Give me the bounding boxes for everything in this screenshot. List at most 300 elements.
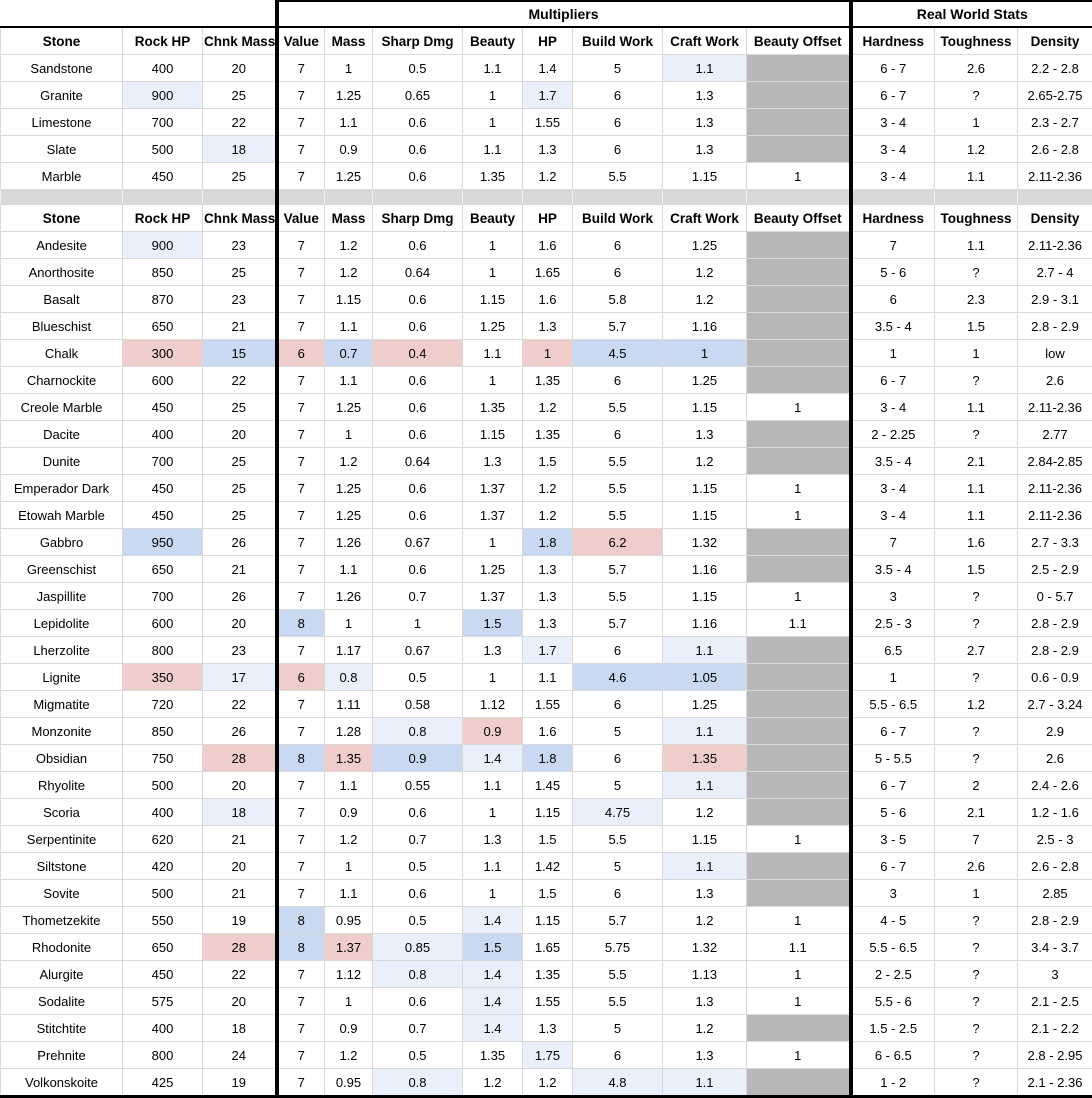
cell-sharp-dmg[interactable]: 0.58 (373, 691, 463, 718)
cell-toughness[interactable]: ? (935, 934, 1018, 961)
cell-mass[interactable]: 1.1 (325, 313, 373, 340)
cell-stone[interactable]: Blueschist (1, 313, 123, 340)
cell-build-work[interactable]: 6 (573, 109, 663, 136)
cell-build-work[interactable]: 6 (573, 637, 663, 664)
cell-build-work[interactable]: 6 (573, 232, 663, 259)
cell-toughness[interactable]: 1.1 (935, 475, 1018, 502)
cell-beauty-offset[interactable] (747, 1069, 851, 1097)
cell-chnk-mass[interactable]: 20 (203, 988, 277, 1015)
cell-rock-hp[interactable]: 850 (123, 718, 203, 745)
cell-rock-hp[interactable]: 750 (123, 745, 203, 772)
cell-stone[interactable]: Sandstone (1, 55, 123, 82)
cell-beauty[interactable]: 1.4 (463, 961, 523, 988)
cell-rock-hp[interactable]: 800 (123, 1042, 203, 1069)
cell-mass[interactable]: 1 (325, 421, 373, 448)
cell-build-work[interactable]: 5.75 (573, 934, 663, 961)
cell-stone[interactable]: Chalk (1, 340, 123, 367)
cell-hardness[interactable]: 3 - 4 (851, 109, 935, 136)
cell-hp[interactable]: 1.42 (523, 853, 573, 880)
cell-mass[interactable]: 1.25 (325, 82, 373, 109)
cell-beauty-offset[interactable]: 1 (747, 394, 851, 421)
cell-craft-work[interactable]: 1.15 (663, 163, 747, 190)
cell-mass[interactable]: 1.15 (325, 286, 373, 313)
cell-sharp-dmg[interactable]: 0.6 (373, 880, 463, 907)
cell-value[interactable]: 7 (277, 313, 325, 340)
cell-chnk-mass[interactable]: 23 (203, 286, 277, 313)
cell-beauty-offset[interactable] (747, 448, 851, 475)
cell-toughness[interactable]: ? (935, 988, 1018, 1015)
cell-density[interactable]: 2.6 - 2.8 (1018, 853, 1092, 880)
cell-stone[interactable]: Anorthosite (1, 259, 123, 286)
cell-beauty[interactable]: 1.4 (463, 988, 523, 1015)
cell-craft-work[interactable]: 1.32 (663, 934, 747, 961)
cell-craft-work[interactable]: 1.1 (663, 637, 747, 664)
cell-rock-hp[interactable]: 400 (123, 799, 203, 826)
cell-hardness[interactable]: 3.5 - 4 (851, 448, 935, 475)
cell-toughness[interactable]: 2.6 (935, 55, 1018, 82)
cell-stone[interactable]: Monzonite (1, 718, 123, 745)
cell-stone[interactable]: Emperador Dark (1, 475, 123, 502)
cell-craft-work[interactable]: 1.15 (663, 502, 747, 529)
cell-sharp-dmg[interactable]: 0.5 (373, 1042, 463, 1069)
cell-hardness[interactable]: 1.5 - 2.5 (851, 1015, 935, 1042)
cell-rock-hp[interactable]: 650 (123, 556, 203, 583)
cell-sharp-dmg[interactable]: 0.7 (373, 1015, 463, 1042)
cell-density[interactable]: 2.7 - 3.24 (1018, 691, 1092, 718)
cell-toughness[interactable]: ? (935, 367, 1018, 394)
cell-chnk-mass[interactable]: 20 (203, 421, 277, 448)
cell-beauty[interactable]: 1.1 (463, 55, 523, 82)
cell-sharp-dmg[interactable]: 0.67 (373, 529, 463, 556)
cell-build-work[interactable]: 5 (573, 772, 663, 799)
cell-rock-hp[interactable]: 400 (123, 55, 203, 82)
cell-build-work[interactable]: 4.5 (573, 340, 663, 367)
cell-craft-work[interactable]: 1.3 (663, 988, 747, 1015)
cell-chnk-mass[interactable]: 23 (203, 637, 277, 664)
cell-value[interactable]: 7 (277, 82, 325, 109)
cell-build-work[interactable]: 6 (573, 1042, 663, 1069)
cell-density[interactable]: 2.6 - 2.8 (1018, 136, 1092, 163)
cell-mass[interactable]: 1.2 (325, 448, 373, 475)
cell-toughness[interactable]: 2.1 (935, 448, 1018, 475)
cell-chnk-mass[interactable]: 21 (203, 826, 277, 853)
cell-toughness[interactable]: ? (935, 1069, 1018, 1097)
cell-hp[interactable]: 1.55 (523, 988, 573, 1015)
cell-craft-work[interactable]: 1.32 (663, 529, 747, 556)
cell-beauty[interactable]: 1.35 (463, 163, 523, 190)
cell-beauty[interactable]: 1 (463, 82, 523, 109)
cell-craft-work[interactable]: 1.3 (663, 82, 747, 109)
cell-toughness[interactable]: 2.1 (935, 799, 1018, 826)
cell-craft-work[interactable]: 1.25 (663, 691, 747, 718)
cell-sharp-dmg[interactable]: 0.4 (373, 340, 463, 367)
cell-hp[interactable]: 1.5 (523, 826, 573, 853)
cell-mass[interactable]: 0.95 (325, 1069, 373, 1097)
cell-hardness[interactable]: 3 (851, 880, 935, 907)
cell-mass[interactable]: 1.2 (325, 259, 373, 286)
cell-mass[interactable]: 1.25 (325, 502, 373, 529)
cell-hp[interactable]: 1.75 (523, 1042, 573, 1069)
cell-build-work[interactable]: 5.7 (573, 313, 663, 340)
cell-mass[interactable]: 1.11 (325, 691, 373, 718)
cell-toughness[interactable]: 2.6 (935, 853, 1018, 880)
cell-rock-hp[interactable]: 600 (123, 367, 203, 394)
cell-hardness[interactable]: 3 - 4 (851, 502, 935, 529)
cell-build-work[interactable]: 6 (573, 259, 663, 286)
cell-craft-work[interactable]: 1.16 (663, 313, 747, 340)
cell-stone[interactable]: Lherzolite (1, 637, 123, 664)
cell-beauty[interactable]: 1.1 (463, 136, 523, 163)
cell-chnk-mass[interactable]: 20 (203, 772, 277, 799)
cell-mass[interactable]: 0.95 (325, 907, 373, 934)
cell-stone[interactable]: Rhyolite (1, 772, 123, 799)
cell-stone[interactable]: Jaspillite (1, 583, 123, 610)
cell-toughness[interactable]: 1.1 (935, 232, 1018, 259)
cell-value[interactable]: 7 (277, 394, 325, 421)
cell-build-work[interactable]: 6 (573, 367, 663, 394)
cell-mass[interactable]: 0.9 (325, 136, 373, 163)
cell-hardness[interactable]: 3 (851, 583, 935, 610)
cell-beauty-offset[interactable]: 1 (747, 502, 851, 529)
cell-chnk-mass[interactable]: 23 (203, 232, 277, 259)
cell-rock-hp[interactable]: 900 (123, 232, 203, 259)
cell-beauty[interactable]: 1.25 (463, 556, 523, 583)
cell-hp[interactable]: 1.3 (523, 610, 573, 637)
cell-density[interactable]: 2.6 (1018, 745, 1092, 772)
cell-sharp-dmg[interactable]: 0.8 (373, 718, 463, 745)
cell-hardness[interactable]: 3 - 4 (851, 475, 935, 502)
cell-chnk-mass[interactable]: 28 (203, 934, 277, 961)
cell-beauty-offset[interactable] (747, 799, 851, 826)
cell-chnk-mass[interactable]: 26 (203, 529, 277, 556)
cell-hardness[interactable]: 7 (851, 529, 935, 556)
cell-craft-work[interactable]: 1.35 (663, 745, 747, 772)
cell-stone[interactable]: Limestone (1, 109, 123, 136)
cell-beauty-offset[interactable] (747, 691, 851, 718)
cell-beauty-offset[interactable]: 1 (747, 583, 851, 610)
cell-beauty-offset[interactable] (747, 286, 851, 313)
cell-chnk-mass[interactable]: 26 (203, 583, 277, 610)
cell-stone[interactable]: Marble (1, 163, 123, 190)
cell-beauty[interactable]: 1.3 (463, 637, 523, 664)
cell-value[interactable]: 7 (277, 286, 325, 313)
cell-chnk-mass[interactable]: 25 (203, 394, 277, 421)
cell-build-work[interactable]: 5 (573, 718, 663, 745)
cell-toughness[interactable]: ? (935, 718, 1018, 745)
cell-rock-hp[interactable]: 450 (123, 475, 203, 502)
cell-value[interactable]: 7 (277, 691, 325, 718)
cell-beauty[interactable]: 1 (463, 109, 523, 136)
cell-craft-work[interactable]: 1.2 (663, 286, 747, 313)
cell-hp[interactable]: 1.3 (523, 583, 573, 610)
cell-sharp-dmg[interactable]: 0.8 (373, 961, 463, 988)
cell-toughness[interactable]: ? (935, 82, 1018, 109)
cell-value[interactable]: 7 (277, 880, 325, 907)
cell-hp[interactable]: 1 (523, 340, 573, 367)
cell-value[interactable]: 7 (277, 826, 325, 853)
cell-mass[interactable]: 1.17 (325, 637, 373, 664)
cell-mass[interactable]: 1.26 (325, 529, 373, 556)
cell-value[interactable]: 7 (277, 961, 325, 988)
cell-value[interactable]: 6 (277, 664, 325, 691)
cell-beauty[interactable]: 1.4 (463, 907, 523, 934)
cell-build-work[interactable]: 6 (573, 82, 663, 109)
cell-hp[interactable]: 1.5 (523, 448, 573, 475)
cell-toughness[interactable]: 1 (935, 109, 1018, 136)
cell-chnk-mass[interactable]: 25 (203, 259, 277, 286)
cell-sharp-dmg[interactable]: 0.6 (373, 475, 463, 502)
cell-value[interactable]: 7 (277, 259, 325, 286)
cell-hp[interactable]: 1.3 (523, 556, 573, 583)
cell-density[interactable]: 2.9 (1018, 718, 1092, 745)
cell-stone[interactable]: Siltstone (1, 853, 123, 880)
cell-beauty-offset[interactable] (747, 529, 851, 556)
cell-hardness[interactable]: 5.5 - 6 (851, 988, 935, 1015)
cell-beauty[interactable]: 1 (463, 259, 523, 286)
cell-craft-work[interactable]: 1.1 (663, 718, 747, 745)
cell-toughness[interactable]: ? (935, 610, 1018, 637)
cell-chnk-mass[interactable]: 28 (203, 745, 277, 772)
cell-hardness[interactable]: 5 - 6 (851, 799, 935, 826)
cell-value[interactable]: 7 (277, 718, 325, 745)
cell-craft-work[interactable]: 1.2 (663, 259, 747, 286)
cell-rock-hp[interactable]: 400 (123, 421, 203, 448)
cell-rock-hp[interactable]: 720 (123, 691, 203, 718)
cell-mass[interactable]: 1 (325, 55, 373, 82)
cell-hp[interactable]: 1.3 (523, 1015, 573, 1042)
cell-toughness[interactable]: 1 (935, 340, 1018, 367)
cell-density[interactable]: 2.1 - 2.2 (1018, 1015, 1092, 1042)
cell-toughness[interactable]: 2.7 (935, 637, 1018, 664)
cell-toughness[interactable]: 1.1 (935, 394, 1018, 421)
cell-hp[interactable]: 1.8 (523, 745, 573, 772)
cell-beauty-offset[interactable] (747, 1015, 851, 1042)
cell-rock-hp[interactable]: 850 (123, 259, 203, 286)
cell-stone[interactable]: Volkonskoite (1, 1069, 123, 1097)
cell-stone[interactable]: Migmatite (1, 691, 123, 718)
cell-beauty[interactable]: 1.15 (463, 286, 523, 313)
cell-beauty[interactable]: 1.3 (463, 448, 523, 475)
cell-density[interactable]: 2.5 - 3 (1018, 826, 1092, 853)
cell-craft-work[interactable]: 1.3 (663, 136, 747, 163)
cell-build-work[interactable]: 5.5 (573, 394, 663, 421)
cell-build-work[interactable]: 5 (573, 853, 663, 880)
cell-chnk-mass[interactable]: 19 (203, 1069, 277, 1097)
cell-beauty[interactable]: 1 (463, 664, 523, 691)
cell-chnk-mass[interactable]: 25 (203, 163, 277, 190)
cell-beauty[interactable]: 1.4 (463, 745, 523, 772)
cell-craft-work[interactable]: 1.1 (663, 55, 747, 82)
cell-build-work[interactable]: 5.5 (573, 475, 663, 502)
cell-build-work[interactable]: 5.5 (573, 502, 663, 529)
cell-craft-work[interactable]: 1 (663, 340, 747, 367)
cell-value[interactable]: 7 (277, 502, 325, 529)
cell-beauty[interactable]: 1 (463, 529, 523, 556)
cell-toughness[interactable]: ? (935, 583, 1018, 610)
cell-stone[interactable]: Basalt (1, 286, 123, 313)
cell-rock-hp[interactable]: 450 (123, 502, 203, 529)
cell-chnk-mass[interactable]: 18 (203, 136, 277, 163)
cell-sharp-dmg[interactable]: 0.5 (373, 664, 463, 691)
cell-beauty[interactable]: 1.5 (463, 934, 523, 961)
cell-beauty[interactable]: 1 (463, 799, 523, 826)
cell-stone[interactable]: Thometzekite (1, 907, 123, 934)
cell-density[interactable]: 2.4 - 2.6 (1018, 772, 1092, 799)
cell-beauty-offset[interactable]: 1 (747, 826, 851, 853)
cell-hardness[interactable]: 4 - 5 (851, 907, 935, 934)
cell-craft-work[interactable]: 1.05 (663, 664, 747, 691)
cell-toughness[interactable]: ? (935, 961, 1018, 988)
cell-beauty-offset[interactable]: 1 (747, 163, 851, 190)
cell-beauty-offset[interactable] (747, 880, 851, 907)
cell-toughness[interactable]: 1.1 (935, 502, 1018, 529)
cell-mass[interactable]: 1.12 (325, 961, 373, 988)
cell-density[interactable]: 2.8 - 2.9 (1018, 907, 1092, 934)
cell-hardness[interactable]: 1 (851, 664, 935, 691)
cell-rock-hp[interactable]: 870 (123, 286, 203, 313)
cell-rock-hp[interactable]: 420 (123, 853, 203, 880)
cell-chnk-mass[interactable]: 20 (203, 610, 277, 637)
cell-density[interactable]: 2.11-2.36 (1018, 163, 1092, 190)
cell-build-work[interactable]: 4.6 (573, 664, 663, 691)
cell-build-work[interactable]: 5.8 (573, 286, 663, 313)
cell-build-work[interactable]: 5 (573, 1015, 663, 1042)
cell-craft-work[interactable]: 1.1 (663, 1069, 747, 1097)
cell-mass[interactable]: 0.7 (325, 340, 373, 367)
cell-stone[interactable]: Dunite (1, 448, 123, 475)
cell-rock-hp[interactable]: 500 (123, 880, 203, 907)
cell-beauty[interactable]: 0.9 (463, 718, 523, 745)
cell-hp[interactable]: 1.55 (523, 109, 573, 136)
cell-mass[interactable]: 1.2 (325, 826, 373, 853)
cell-beauty-offset[interactable] (747, 340, 851, 367)
cell-chnk-mass[interactable]: 25 (203, 502, 277, 529)
cell-hp[interactable]: 1.2 (523, 502, 573, 529)
cell-sharp-dmg[interactable]: 0.6 (373, 136, 463, 163)
cell-sharp-dmg[interactable]: 0.5 (373, 55, 463, 82)
cell-hp[interactable]: 1.3 (523, 136, 573, 163)
cell-stone[interactable]: Sovite (1, 880, 123, 907)
cell-build-work[interactable]: 6 (573, 745, 663, 772)
cell-mass[interactable]: 1 (325, 853, 373, 880)
cell-hp[interactable]: 1.65 (523, 259, 573, 286)
cell-chnk-mass[interactable]: 22 (203, 109, 277, 136)
cell-density[interactable]: 2.65-2.75 (1018, 82, 1092, 109)
cell-toughness[interactable]: ? (935, 421, 1018, 448)
cell-rock-hp[interactable]: 620 (123, 826, 203, 853)
cell-mass[interactable]: 1.25 (325, 163, 373, 190)
cell-stone[interactable]: Dacite (1, 421, 123, 448)
cell-chnk-mass[interactable]: 22 (203, 961, 277, 988)
cell-density[interactable]: 0.6 - 0.9 (1018, 664, 1092, 691)
cell-rock-hp[interactable]: 650 (123, 934, 203, 961)
cell-beauty-offset[interactable]: 1.1 (747, 610, 851, 637)
cell-chnk-mass[interactable]: 25 (203, 448, 277, 475)
cell-toughness[interactable]: ? (935, 1042, 1018, 1069)
cell-rock-hp[interactable]: 800 (123, 637, 203, 664)
cell-hp[interactable]: 1.6 (523, 286, 573, 313)
cell-value[interactable]: 7 (277, 136, 325, 163)
cell-chnk-mass[interactable]: 21 (203, 313, 277, 340)
cell-rock-hp[interactable]: 500 (123, 772, 203, 799)
cell-rock-hp[interactable]: 425 (123, 1069, 203, 1097)
cell-beauty[interactable]: 1 (463, 880, 523, 907)
cell-chnk-mass[interactable]: 25 (203, 475, 277, 502)
cell-mass[interactable]: 1.2 (325, 232, 373, 259)
cell-hardness[interactable]: 6 - 7 (851, 367, 935, 394)
cell-hardness[interactable]: 2 - 2.25 (851, 421, 935, 448)
cell-value[interactable]: 7 (277, 163, 325, 190)
cell-density[interactable]: 2.5 - 2.9 (1018, 556, 1092, 583)
cell-hp[interactable]: 1.15 (523, 907, 573, 934)
cell-craft-work[interactable]: 1.2 (663, 907, 747, 934)
cell-value[interactable]: 7 (277, 637, 325, 664)
cell-hardness[interactable]: 5 - 5.5 (851, 745, 935, 772)
cell-value[interactable]: 7 (277, 448, 325, 475)
cell-beauty[interactable]: 1.15 (463, 421, 523, 448)
cell-hardness[interactable]: 3 - 4 (851, 163, 935, 190)
cell-sharp-dmg[interactable]: 0.85 (373, 934, 463, 961)
cell-build-work[interactable]: 6 (573, 136, 663, 163)
cell-density[interactable]: 2.84-2.85 (1018, 448, 1092, 475)
cell-hardness[interactable]: 3 - 4 (851, 394, 935, 421)
cell-hardness[interactable]: 6 - 6.5 (851, 1042, 935, 1069)
cell-rock-hp[interactable]: 400 (123, 1015, 203, 1042)
cell-toughness[interactable]: 1.6 (935, 529, 1018, 556)
cell-density[interactable]: 2.9 - 3.1 (1018, 286, 1092, 313)
cell-value[interactable]: 7 (277, 583, 325, 610)
cell-density[interactable]: 1.2 - 1.6 (1018, 799, 1092, 826)
cell-beauty-offset[interactable] (747, 853, 851, 880)
cell-beauty-offset[interactable] (747, 745, 851, 772)
cell-density[interactable]: 2.11-2.36 (1018, 232, 1092, 259)
cell-value[interactable]: 7 (277, 421, 325, 448)
cell-chnk-mass[interactable]: 22 (203, 691, 277, 718)
cell-toughness[interactable]: ? (935, 907, 1018, 934)
cell-sharp-dmg[interactable]: 0.5 (373, 853, 463, 880)
cell-build-work[interactable]: 5.5 (573, 583, 663, 610)
cell-toughness[interactable]: ? (935, 1015, 1018, 1042)
cell-chnk-mass[interactable]: 18 (203, 799, 277, 826)
cell-sharp-dmg[interactable]: 0.6 (373, 556, 463, 583)
cell-toughness[interactable]: 1.5 (935, 556, 1018, 583)
cell-value[interactable]: 8 (277, 745, 325, 772)
cell-sharp-dmg[interactable]: 0.6 (373, 367, 463, 394)
cell-rock-hp[interactable]: 900 (123, 82, 203, 109)
cell-beauty-offset[interactable] (747, 232, 851, 259)
cell-build-work[interactable]: 5.5 (573, 163, 663, 190)
cell-mass[interactable]: 1 (325, 988, 373, 1015)
cell-build-work[interactable]: 6.2 (573, 529, 663, 556)
cell-chnk-mass[interactable]: 25 (203, 82, 277, 109)
cell-sharp-dmg[interactable]: 0.64 (373, 448, 463, 475)
cell-sharp-dmg[interactable]: 0.6 (373, 313, 463, 340)
cell-stone[interactable]: Gabbro (1, 529, 123, 556)
cell-beauty[interactable]: 1.3 (463, 826, 523, 853)
cell-sharp-dmg[interactable]: 0.6 (373, 394, 463, 421)
cell-value[interactable]: 7 (277, 367, 325, 394)
cell-build-work[interactable]: 6 (573, 421, 663, 448)
cell-value[interactable]: 7 (277, 1069, 325, 1097)
cell-density[interactable]: 3 (1018, 961, 1092, 988)
cell-hardness[interactable]: 3.5 - 4 (851, 556, 935, 583)
cell-build-work[interactable]: 4.8 (573, 1069, 663, 1097)
cell-hardness[interactable]: 6.5 (851, 637, 935, 664)
cell-beauty-offset[interactable]: 1 (747, 988, 851, 1015)
cell-stone[interactable]: Obsidian (1, 745, 123, 772)
cell-density[interactable]: 2.2 - 2.8 (1018, 55, 1092, 82)
cell-stone[interactable]: Scoria (1, 799, 123, 826)
